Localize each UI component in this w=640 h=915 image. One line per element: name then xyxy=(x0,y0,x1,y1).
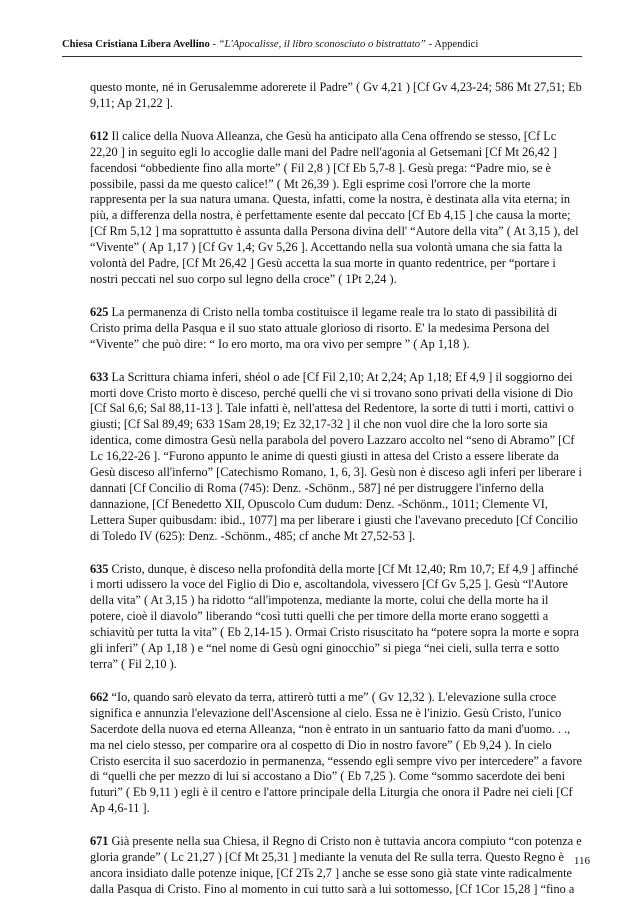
line-text: Già presente nella sua Chiesa, il Regno di Cristo non è tuttavia ancora compiuto “con potenza e xyxy=(108,834,582,849)
paragraph-line xyxy=(90,129,595,145)
paragraph-line xyxy=(90,401,595,417)
line-text: rappresenta per la sua natura umana. Questa, infatti, come la nostra, è destinata alla vita eterna; in xyxy=(90,192,571,207)
document-body xyxy=(90,80,595,915)
line-text: futuri” ( Eb 9,11 ) egli è il centro e l'attore principale della Liturgia che onora il Padre nei cieli [Cf xyxy=(90,785,573,800)
line-text: questo monte, né in Gerusalemme adorerete il Padre” ( Gv 4,21 ) [Cf Gv 4,23-24; 586 Mt 27,51; Eb xyxy=(90,80,582,94)
paragraph-line xyxy=(90,625,595,641)
paragraph-line xyxy=(90,370,595,386)
paragraph-line xyxy=(90,850,595,866)
paragraph-line xyxy=(90,305,595,321)
paragraph-line xyxy=(90,754,595,770)
paragraph-number: 625 xyxy=(90,304,109,319)
paragraph-line xyxy=(90,177,595,193)
paragraph-number: 662 xyxy=(90,689,109,704)
paragraph xyxy=(90,80,595,112)
line-text: “Io, quando sarò elevato da terra, attirerò tutti a me” ( Gv 12,32 ). L'elevazione sulla croce xyxy=(108,689,557,704)
line-text: dalla Pasqua di Cristo. Fino al momento in cui tutto sarà a lui sottomesso, [Cf 1Cor 15,28 ] “fino a xyxy=(90,881,575,896)
line-text: facendosi “obbediente fino alla morte” ( Fil 2,8 ) [Cf Eb 5,7-8 ]. Gesù prega: “Padre mio, se è xyxy=(90,160,551,175)
paragraph-line xyxy=(90,609,595,625)
line-text: di “quelli che per mezzo di lui si accostano a Dio” ( Eb 7,25 ). Come “sommo sacerdote dei beni xyxy=(90,769,565,784)
paragraph-line xyxy=(90,481,595,497)
line-text: significa e annunzia l'elevazione dell'Ascensione al cielo. Essa ne è l'inizio. Gesù Cristo, l'unico xyxy=(90,705,562,720)
paragraph-line xyxy=(90,866,595,882)
page-header xyxy=(62,38,582,52)
paragraph-line xyxy=(90,513,595,529)
line-text: Ap 4,6-11 ]. xyxy=(90,801,150,816)
paragraph-line xyxy=(90,785,595,801)
line-text: La permanenza di Cristo nella tomba costituisce il legame reale tra lo stato di passibilità di xyxy=(108,304,558,319)
line-text: Gesù disceso all'inferno” [Catechismo Romano, 1, 6, 3]. Gesù non è disceso agli inferi per liberare i xyxy=(90,465,582,480)
paragraph xyxy=(90,562,595,673)
line-text: possibile, passi da me questo calice!” ( Mt 26,39 ). Egli esprime così l'orrore che la morte xyxy=(90,176,531,191)
line-text: 9,11; Ap 21,22 ]. xyxy=(90,95,173,110)
paragraph-line xyxy=(90,386,595,402)
paragraph xyxy=(90,305,595,353)
line-text: della vita” ( At 3,15 ) ha ridotto “all'impotenza, mediante la morte, colui che della morte ha il xyxy=(90,593,549,608)
paragraph xyxy=(90,690,595,817)
paragraph-line xyxy=(90,256,595,272)
paragraph xyxy=(90,370,595,545)
paragraph-line xyxy=(90,272,595,288)
paragraph-line xyxy=(90,690,595,706)
paragraph-line xyxy=(90,449,595,465)
line-text: [Cf Sal 6,6; Sal 88,11-13 ]. Tale infatti è, nell'attesa del Redentore, la sorte di tutti i morti, cattivi o xyxy=(90,401,574,416)
paragraph-line xyxy=(90,161,595,177)
paragraph-number: 671 xyxy=(90,834,109,849)
line-text: i morti udissero la voce del Figlio di Dio e, ascoltandola, vivessero [Cf Gv 5,25 ]. Gesù “l'Autore xyxy=(90,577,568,592)
line-text: ma nel cielo stesso, per comparire ora al cospetto di Dio in nostro favore” ( Eb 9,24 ). In cielo xyxy=(90,737,552,752)
paragraph-line xyxy=(90,706,595,722)
line-text: gli inferi” ( Ap 1,18 ) e “nel nome di Gesù ogni ginocchio” si piega “nei cieli, sulla terra e sotto xyxy=(90,641,560,656)
paragraph-line xyxy=(90,96,595,112)
paragraph-line xyxy=(90,529,595,545)
line-text: Cristo esercita il suo sacerdozio in permanenza, “essendo egli sempre vivo per intercedere” a favore xyxy=(90,753,583,768)
line-text: Lc 16,22-26 ]. “Furono appunto le anime di questi giusti in attesa del Cristo a essere liberate da xyxy=(90,449,559,464)
paragraph-line xyxy=(90,834,595,850)
line-text: identica, come dimostra Gesù nella parabola del povero Lazzaro accolto nel “seno di Abramo” [Cf xyxy=(90,433,575,448)
line-text: “Vivente” ( Ap 1,17 ) [Cf Gv 1,4; Gv 5,26 ]. Accettando nella sua volontà umana che sia fatta la xyxy=(90,240,563,255)
line-text: terra” ( Fil 2,10 ). xyxy=(90,657,177,671)
paragraph-line xyxy=(90,433,595,449)
paragraph xyxy=(90,834,595,898)
paragraph-line xyxy=(90,593,595,609)
line-text: La Scrittura chiama inferi, shéol o ade [Cf Fil 2,10; At 2,24; Ap 1,18; Ef 4,9 ] il soggiorno dei xyxy=(108,369,573,384)
paragraph-line xyxy=(90,240,595,256)
line-text: potere, cioè il diavolo” liberando “così tutti quelli che per timore della morte erano soggetti a xyxy=(90,609,549,624)
paragraph-line xyxy=(90,465,595,481)
line-text: gloria grande” ( Lc 21,27 ) [Cf Mt 25,31 ] mediante la venuta del Re sulla terra. Questo Regno è xyxy=(90,850,564,865)
paragraph-line xyxy=(90,657,595,673)
paragraph-line xyxy=(90,641,595,657)
line-text: Lettera Super quibusdam: ibid., 1077] ma per liberare i giusti che l'avevano preceduto [Cf Concilio xyxy=(90,512,578,527)
line-text: Cristo prima della Pasqua e il suo stato attuale glorioso di risorto. E' la medesima Persona del xyxy=(90,320,550,335)
paragraph-line xyxy=(90,562,595,578)
paragraph-number: 635 xyxy=(90,561,109,576)
paragraph xyxy=(90,129,595,288)
paragraph-number: 633 xyxy=(90,369,109,384)
line-text: [Cf Rm 5,12 ] ma soprattutto è assunta dalla Persona divina dell' “Autore della vita” ( At 3,15 ), del xyxy=(90,224,579,239)
paragraph-line xyxy=(90,738,595,754)
line-text: Il calice della Nuova Alleanza, che Gesù ha anticipato alla Cena offrendo se stesso, [Cf Lc xyxy=(108,128,557,143)
line-text: più, a differenza della nostra, è perfettamente esente dal peccato [Cf Eb 4,15 ] che causa la morte; xyxy=(90,208,571,223)
line-text: volontà del Padre, [Cf Mt 26,42 ] Gesù accetta la sua morte in quanto redentrice, per “portare i xyxy=(90,256,556,271)
header-rule xyxy=(62,56,582,57)
line-text: “Vivente” che può dire: “ Io ero morto, ma ora vivo per sempre ” ( Ap 1,18 ). xyxy=(90,336,470,351)
paragraph-line xyxy=(90,417,595,433)
paragraph-line xyxy=(90,577,595,593)
line-text: morti dove Cristo morto è disceso, perché quelli che vi si trovano sono privati della visione di Dio xyxy=(90,385,573,400)
paragraph-line xyxy=(90,769,595,785)
paragraph-line xyxy=(90,321,595,337)
line-text: giusti; [Cf Sal 89,49; 633 1Sam 28,19; Ez 32,17-32 ] il che non vuol dire che la loro sorte sia xyxy=(90,417,548,432)
paragraph-line xyxy=(90,145,595,161)
line-text: 22,20 ] in seguito egli lo accoglie dalle mani del Padre nell'agonia al Getsemani [Cf Mt 26,42 ] xyxy=(90,144,557,159)
paragraph-number: 612 xyxy=(90,128,109,143)
paragraph-line xyxy=(90,337,595,353)
paragraph-line xyxy=(90,801,595,817)
paragraph-line xyxy=(90,882,595,898)
header-separator: - xyxy=(209,39,219,50)
line-text: dannazione, [Cf Benedetto XII, Opuscolo Cum dudum: Denz. -Schönm., 1011; Clemente VI, xyxy=(90,496,548,511)
header-org: Chiesa Cristiana Libera Avellino xyxy=(62,39,210,50)
paragraph-line xyxy=(90,80,595,96)
paragraph-line xyxy=(90,208,595,224)
paragraph-line xyxy=(90,722,595,738)
paragraph-line xyxy=(90,192,595,208)
header-title: “L'Apocalisse, il libro sconosciuto o bistrattato” xyxy=(218,39,426,50)
line-text: di Toledo IV (625): Denz. -Schönm., 485; cf anche Mt 27,52-53 ]. xyxy=(90,528,416,543)
line-text: Sacerdote della nuova ed eterna Alleanza, “non è entrato in un santuario fatto da mani d'uomo. . ., xyxy=(90,721,571,736)
header-section: - Appendici xyxy=(425,39,479,50)
line-text: schiavitù per tutta la vita” ( Eb 2,14-15 ). Ormai Cristo risuscitato ha “potere sopra la morte e sopra xyxy=(90,625,579,640)
page-number: 116 xyxy=(573,855,590,867)
line-text: nostri peccati nel suo corpo sul legno della croce” ( 1Pt 2,24 ). xyxy=(90,271,397,286)
paragraph-line xyxy=(90,224,595,240)
line-text: Cristo, dunque, è disceso nella profondità della morte [Cf Mt 12,40; Rm 10,7; Ef 4,9 ] affinché xyxy=(108,561,579,576)
paragraph-line xyxy=(90,497,595,513)
line-text: dannati [Cf Concilio di Roma (745): Denz. -Schönm., 587] né per distruggere l'inferno della xyxy=(90,480,544,495)
line-text: ancora insidiato dalle potenze inique, [Cf 2Ts 2,7 ] anche se esse sono già state vinte radicalmente xyxy=(90,865,572,880)
